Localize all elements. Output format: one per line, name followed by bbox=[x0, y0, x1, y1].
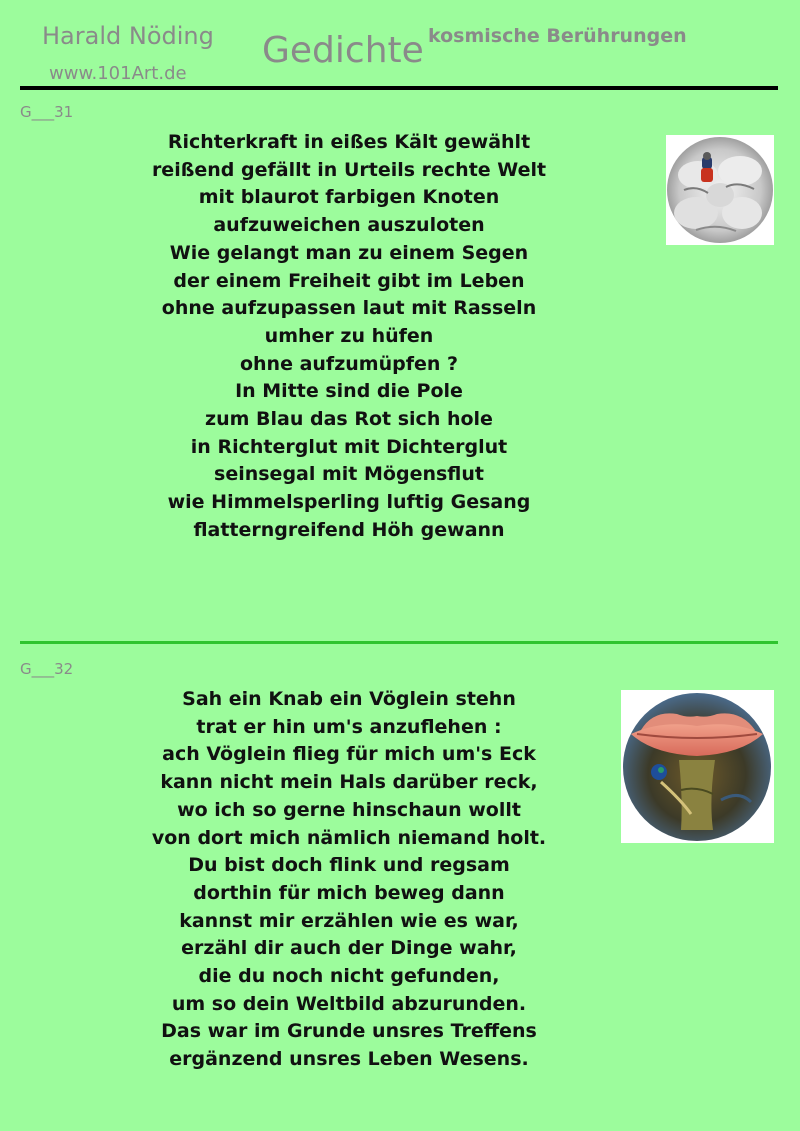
poem-line: wie Himmelsperling luftig Gesang bbox=[167, 491, 531, 514]
poem-line: kannst mir erzählen wie es war, bbox=[179, 909, 519, 932]
poem-line: Du bist doch flink und regsam bbox=[188, 854, 510, 877]
poem-line: dorthin für mich beweg dann bbox=[193, 881, 505, 904]
page-title: Gedichte bbox=[262, 30, 424, 71]
author-name: Harald Nöding bbox=[42, 22, 214, 50]
poem-text bbox=[140, 129, 558, 545]
poem-line: ohne aufzumüpfen ? bbox=[239, 352, 459, 375]
poem-line: zum Blau das Rot sich hole bbox=[205, 408, 493, 431]
poem-line: ach Vöglein flieg für mich um's Eck bbox=[162, 743, 536, 766]
poem-line: umher zu hüfen bbox=[264, 324, 434, 347]
poem-line: die du noch nicht gefunden, bbox=[198, 965, 500, 988]
section-divider bbox=[20, 641, 778, 644]
poem-line: In Mitte sind die Pole bbox=[235, 380, 463, 403]
website-link[interactable]: www.101Art.de bbox=[49, 63, 187, 84]
poem-line: erzähl dir auch der Dinge wahr, bbox=[181, 937, 517, 960]
poem-text bbox=[140, 686, 558, 1074]
poem-line: seinsegal mit Mögensflut bbox=[214, 463, 484, 486]
poem-line: Wie gelangt man zu einem Segen bbox=[169, 241, 529, 264]
poem-line: reißend gefällt in Urteils rechte Welt bbox=[151, 158, 547, 181]
poem-line: flatterngreifend Höh gewann bbox=[193, 518, 505, 541]
poem-line: wo ich so gerne hinschaun wollt bbox=[177, 798, 521, 821]
poem-line: aufzuweichen auszuloten bbox=[213, 214, 485, 237]
lips-painting-image bbox=[621, 690, 774, 843]
poem-id-label: G___31 bbox=[20, 103, 74, 121]
poem-line: trat er hin um's anzuflehen : bbox=[196, 715, 502, 738]
poem-line: mit blaurot farbigen Knoten bbox=[198, 186, 500, 209]
poem-line: der einem Freiheit gibt im Leben bbox=[173, 269, 525, 292]
snow-figure-image bbox=[666, 135, 774, 245]
poem-line: Richterkraft in eißes Kält gewählt bbox=[167, 131, 531, 153]
header-divider bbox=[20, 86, 778, 90]
poem-id-label: G___32 bbox=[20, 660, 74, 678]
poem-line: ohne aufzupassen laut mit Rasseln bbox=[161, 297, 537, 320]
poem-line: ergänzend unsres Leben Wesens. bbox=[169, 1048, 529, 1071]
poem-line: um so dein Weltbild abzurunden. bbox=[171, 992, 527, 1015]
poem-line: von dort mich nämlich niemand holt. bbox=[151, 826, 547, 849]
page-subtitle: kosmische Berührungen bbox=[428, 25, 687, 47]
poem-line: kann nicht mein Hals darüber reck, bbox=[160, 771, 538, 794]
poem-line: in Richterglut mit Dichterglut bbox=[190, 435, 508, 458]
poem-line: Sah ein Knab ein Vöglein stehn bbox=[182, 688, 516, 710]
poem-line: Das war im Grunde unsres Treffens bbox=[161, 1020, 537, 1043]
